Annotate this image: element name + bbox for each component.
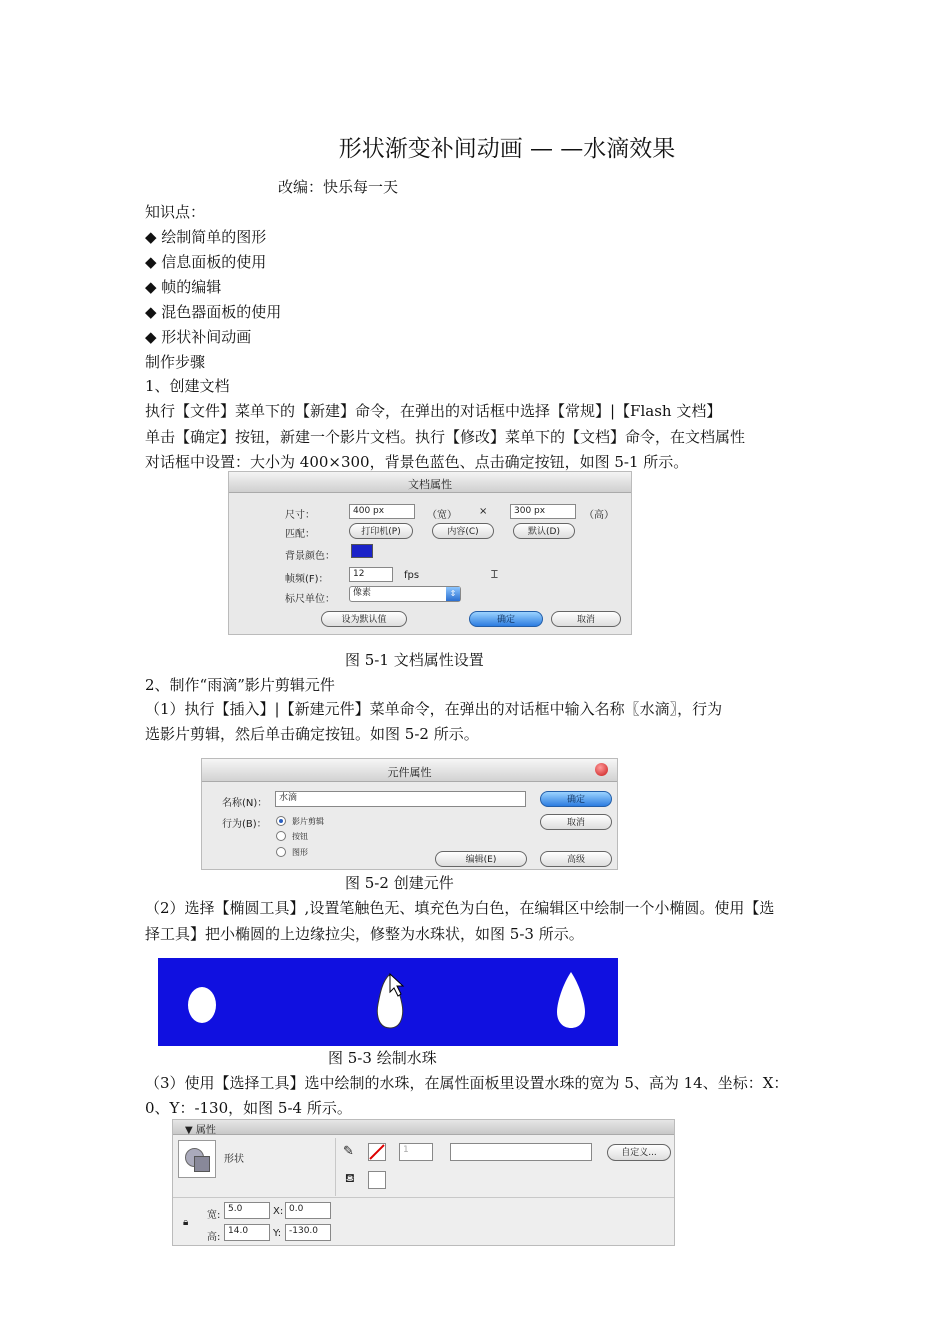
shape-label: 形状 xyxy=(224,1154,244,1165)
y-label: Y: xyxy=(273,1228,282,1239)
lock-icon[interactable]: 🔒︎ xyxy=(183,1217,189,1228)
step1-heading: 1、创建文档 xyxy=(145,377,230,395)
ok-button[interactable]: 确定 xyxy=(540,791,612,807)
step2-line: 择工具】把小椭圆的上边缘拉尖，修整为水珠状，如图 5-3 所示。 xyxy=(145,925,584,943)
ruler-unit-select[interactable] xyxy=(349,586,461,602)
knowledge-item: ◆ 混色器面板的使用 xyxy=(145,303,282,321)
radio-button[interactable] xyxy=(276,831,286,841)
shape-thumbnail xyxy=(178,1140,216,1178)
edit-button[interactable]: 编辑(E) xyxy=(435,851,527,867)
match-content-button[interactable]: 内容(C) xyxy=(432,523,494,539)
match-label: 匹配： xyxy=(285,529,315,540)
y-input[interactable]: -130.0 xyxy=(285,1224,331,1241)
behavior-label: 行为(B)： xyxy=(222,819,267,830)
step1-line: 执行【文件】菜单下的【新建】命令，在弹出的对话框中选择【常规】|【Flash 文档】 xyxy=(145,402,722,420)
paint-bucket-icon[interactable]: ⛾ xyxy=(345,1171,355,1185)
ruler-unit-value: 像素 xyxy=(353,588,372,598)
height-unit: （高） xyxy=(584,510,614,521)
select-arrow-icon: ⇕ xyxy=(446,587,460,601)
water-drop-shape xyxy=(557,972,585,1028)
step1-line: 对话框中设置：大小为 400×300，背景色蓝色、点击确定按钮，如图 5-1 所示。 xyxy=(145,453,689,471)
radio-movie-clip[interactable] xyxy=(276,816,286,826)
custom-button[interactable]: 自定义... xyxy=(607,1144,671,1161)
bg-color-label: 背景颜色： xyxy=(285,551,335,562)
symbol-properties-dialog xyxy=(201,758,618,870)
fill-color-swatch[interactable] xyxy=(368,1171,386,1189)
radio-graphic[interactable] xyxy=(276,847,286,857)
step2-line: 0、Y：-130，如图 5-4 所示。 xyxy=(145,1099,352,1117)
x-label: X: xyxy=(273,1206,284,1217)
height-label: 高: xyxy=(207,1232,221,1243)
step2-line: 选影片剪辑，然后单击确定按钮。如图 5-2 所示。 xyxy=(145,725,479,743)
cancel-button[interactable]: 取消 xyxy=(540,814,612,830)
ruler-unit-label: 标尺单位： xyxy=(285,594,335,605)
size-label: 尺寸： xyxy=(285,510,315,521)
width-unit: （宽） xyxy=(427,510,457,521)
figure-caption: 图 5-2 创建元件 xyxy=(345,874,454,892)
step1-line: 单击【确定】按钮，新建一个影片文档。执行【修改】菜单下的【文档】命令，在文档属性 xyxy=(145,428,746,446)
stroke-color-swatch[interactable] xyxy=(368,1143,386,1161)
figure-caption: 图 5-3 绘制水珠 xyxy=(328,1049,437,1067)
step2-heading: 2、制作“雨滴”影片剪辑元件 xyxy=(145,676,335,694)
text-cursor-icon: Ꮖ xyxy=(491,568,499,581)
steps-heading: 制作步骤 xyxy=(145,353,206,371)
match-default-button[interactable]: 默认(D) xyxy=(513,523,575,539)
make-default-button[interactable]: 设为默认值 xyxy=(321,611,407,627)
step2-line: （2）选择【椭圆工具】,设置笔触色无、填充色为白色，在编辑区中绘制一个小椭圆。使用【选 xyxy=(145,899,775,917)
cancel-button[interactable]: 取消 xyxy=(551,611,621,627)
dialog-title: 元件属性 xyxy=(387,766,432,779)
fps-label: 帧频(F)： xyxy=(285,574,329,585)
radio-button-label: 按钮 xyxy=(292,832,308,841)
oval-shape xyxy=(188,987,216,1023)
height-input[interactable]: 300 px xyxy=(510,504,576,519)
figure-caption: 图 5-1 文档属性设置 xyxy=(345,651,484,669)
ok-button[interactable]: 确定 xyxy=(469,611,543,627)
pencil-icon[interactable]: ✎ xyxy=(343,1144,354,1159)
fps-unit: fps xyxy=(404,570,420,581)
property-inspector-panel xyxy=(172,1119,675,1246)
stroke-height-input[interactable]: 1 xyxy=(399,1143,433,1161)
document-title: 形状渐变补间动画 — —水滴效果 xyxy=(338,136,676,162)
close-icon[interactable] xyxy=(595,763,608,776)
times-sign: × xyxy=(479,506,488,517)
knowledge-item: ◆ 形状补间动画 xyxy=(145,328,252,346)
knowledge-item: ◆ 信息面板的使用 xyxy=(145,253,267,271)
advanced-button[interactable]: 高级 xyxy=(540,851,612,867)
name-input[interactable]: 水滴 xyxy=(275,791,526,807)
knowledge-item: ◆ 绘制简单的图形 xyxy=(145,228,267,246)
height-input[interactable]: 14.0 xyxy=(224,1224,270,1241)
document-properties-dialog xyxy=(228,471,632,635)
width-input[interactable]: 5.0 xyxy=(224,1202,270,1219)
width-input[interactable]: 400 px xyxy=(349,504,415,519)
fps-input[interactable]: 12 xyxy=(349,567,393,582)
water-drop-canvas xyxy=(158,958,618,1046)
dialog-title: 文档属性 xyxy=(408,478,452,491)
knowledge-item: ◆ 帧的编辑 xyxy=(145,278,222,296)
match-printer-button[interactable]: 打印机(P) xyxy=(349,523,413,539)
panel-title[interactable]: ▼ 属性 xyxy=(185,1125,216,1136)
x-input[interactable]: 0.0 xyxy=(285,1202,331,1219)
name-label: 名称(N)： xyxy=(222,798,268,809)
author-line: 改编：快乐每一天 xyxy=(278,178,399,196)
bg-color-swatch[interactable] xyxy=(351,544,373,558)
step2-line: （1）执行【插入】|【新建元件】菜单命令，在弹出的对话框中输入名称〖水滴〗，行为 xyxy=(145,700,723,718)
width-label: 宽: xyxy=(207,1210,221,1221)
step2-line: （3）使用【选择工具】选中绘制的水珠，在属性面板里设置水珠的宽为 5、高为 14、坐标：X： xyxy=(145,1074,789,1092)
stroke-style-select[interactable] xyxy=(450,1143,592,1161)
knowledge-heading: 知识点： xyxy=(145,203,206,221)
radio-movie-clip-label: 影片剪辑 xyxy=(292,817,324,826)
radio-graphic-label: 图形 xyxy=(292,848,308,857)
